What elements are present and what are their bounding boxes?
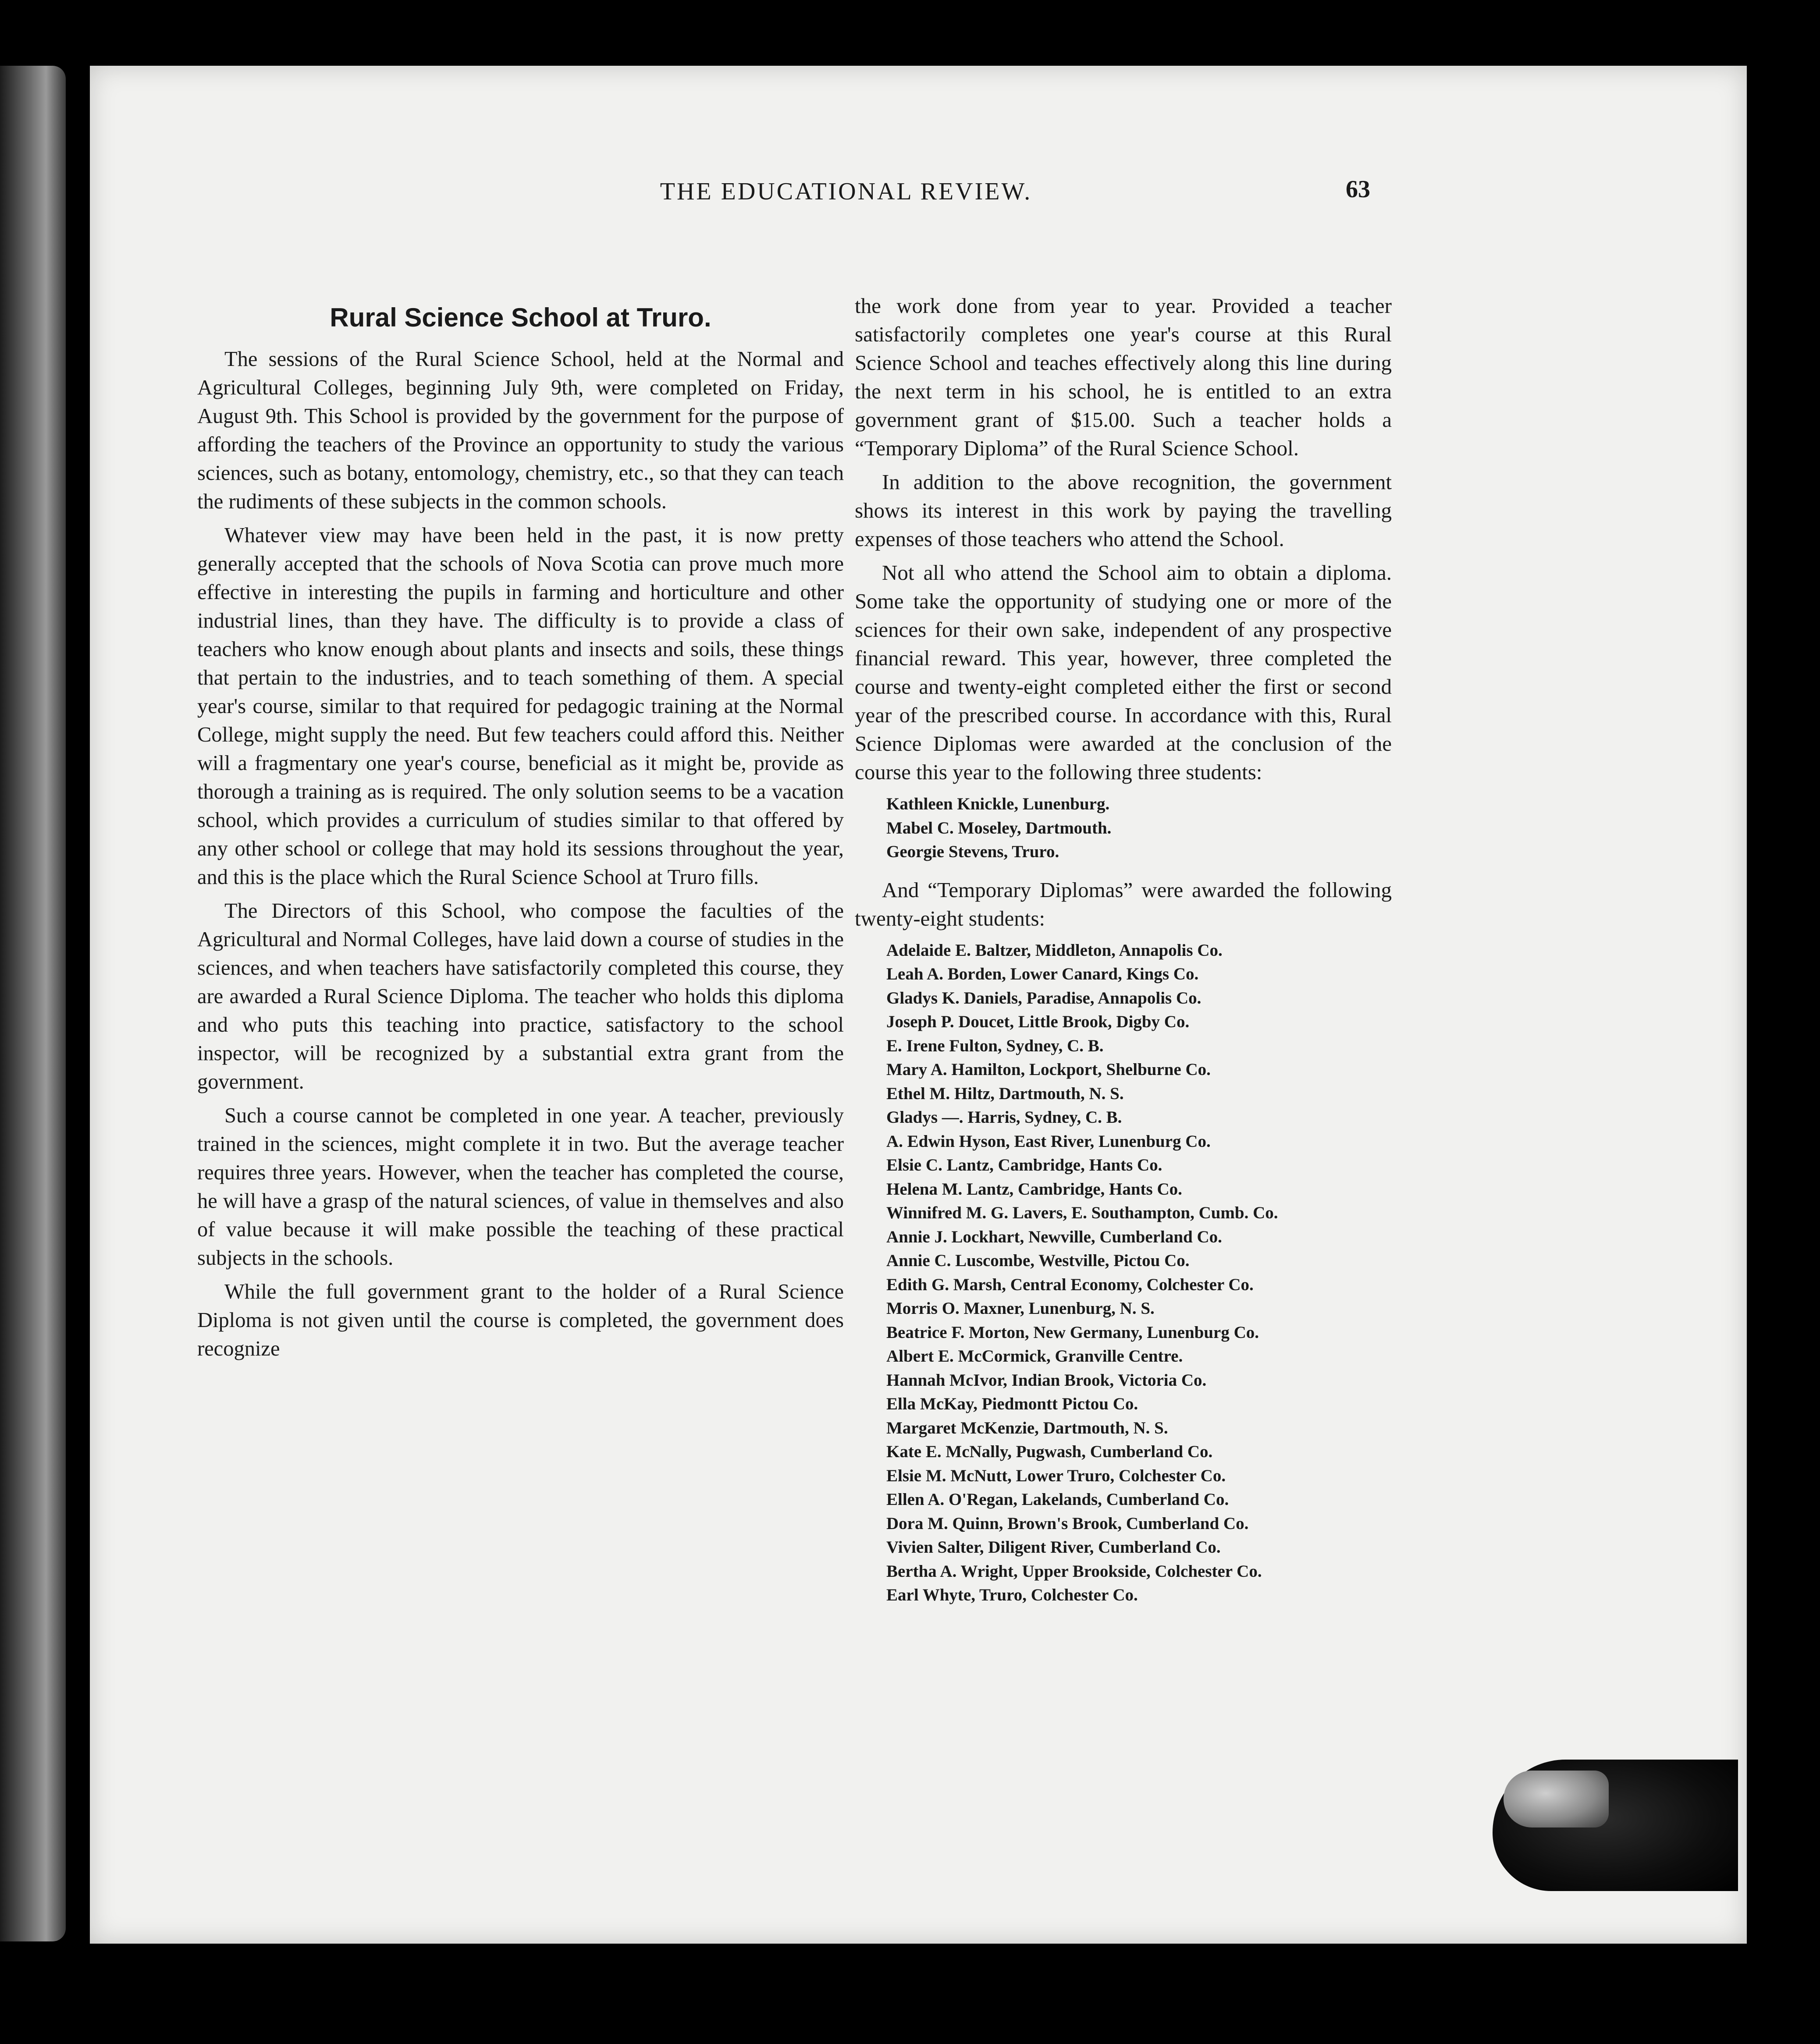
list-item: Annie J. Lockhart, Newville, Cumberland Co. bbox=[886, 1227, 1222, 1246]
paragraph: Whatever view may have been held in the past, it is now pretty generally accepted that the schools of Nova Scotia can prove much more effective in interesting the pupils in farming and horticulture and other industrial lines, than they have. The difficulty is to provide a class of teachers who know enough about plants and insects and soils, these things that pertain to the industries, and to teach something of them. A special year's course, similar to that required for pedagogic training at the Normal College, might supply the need. But few teachers could afford this. Neither will a fragmentary one year's course, beneficial as it might be, provide as thorough a training as is required. The only solution seems to be a vacation school, which provides a curriculum of studies similar to that offered by any other school or college that may hold its sessions throughout the year, and this is the place which the Rural Science School at Truro fills. bbox=[197, 524, 844, 889]
paragraph: The sessions of the Rural Science School, held at the Normal and Agricultural Colleges, beginning July 9th, were completed on Friday, August 9th. This School is provided by the government for the purpose of affording the teachers of the Province an opportunity to study the various sciences, such as botany, entomology, chemistry, etc., so that they can teach the rudiments of these subjects in the common schools. bbox=[197, 348, 844, 513]
list-item: Dora M. Quinn, Brown's Brook, Cumberland Co. bbox=[886, 1514, 1249, 1533]
left-column bbox=[197, 302, 844, 1368]
list-item: Edith G. Marsh, Central Economy, Colchester Co. bbox=[886, 1275, 1254, 1294]
list-item: Adelaide E. Baltzer, Middleton, Annapolis Co. bbox=[886, 940, 1223, 960]
list-item: Winnifred M. G. Lavers, E. Southampton, Cumb. Co. bbox=[886, 1203, 1278, 1222]
paragraph: The Directors of this School, who compose the faculties of the Agricultural and Normal Colleges, have laid down a course of studies in the sciences, and when teachers have satisfactorily completed this course, they are awarded a Rural Science Diploma. The teacher who holds this diploma and who puts this teaching into practice, satisfactory to the school inspector, will be recognized by a substantial extra grant from the government. bbox=[197, 899, 844, 1093]
list-item: Margaret McKenzie, Dartmouth, N. S. bbox=[886, 1418, 1168, 1437]
running-header: THE EDUCATIONAL REVIEW. bbox=[660, 178, 1032, 205]
list-item: E. Irene Fulton, Sydney, C. B. bbox=[886, 1036, 1104, 1055]
list-item: Gladys K. Daniels, Paradise, Annapolis Co. bbox=[886, 988, 1201, 1008]
temporary-diploma-list bbox=[886, 939, 1392, 1608]
list-item: Albert E. McCormick, Granville Centre. bbox=[886, 1347, 1183, 1366]
list-item: Annie C. Luscombe, Westville, Pictou Co. bbox=[886, 1251, 1190, 1270]
list-item: A. Edwin Hyson, East River, Lunenburg Co. bbox=[886, 1132, 1211, 1151]
scanner-thumbnail-highlight bbox=[1504, 1771, 1609, 1828]
list-item: Georgie Stevens, Truro. bbox=[886, 842, 1059, 861]
list-item: Gladys —. Harris, Sydney, C. B. bbox=[886, 1108, 1122, 1127]
adjacent-page-edge bbox=[0, 66, 66, 1941]
list-item: Ella McKay, Piedmontt Pictou Co. bbox=[886, 1395, 1138, 1413]
page-number: 63 bbox=[1346, 176, 1370, 203]
list-item: Morris O. Maxner, Lunenburg, N. S. bbox=[886, 1299, 1155, 1318]
paragraph: While the full government grant to the holder of a Rural Science Diploma is not given until the course is completed, the government does recognize bbox=[197, 1280, 844, 1360]
list-item: Beatrice F. Morton, New Germany, Lunenburg Co. bbox=[886, 1323, 1259, 1342]
list-item: Leah A. Borden, Lower Canard, Kings Co. bbox=[886, 965, 1199, 983]
paragraph: In addition to the above recognition, the government shows its interest in this work by paying the travelling expenses of those teachers who attend the School. bbox=[855, 470, 1392, 551]
list-item: Mary A. Hamilton, Lockport, Shelburne Co. bbox=[886, 1060, 1211, 1079]
right-column bbox=[855, 291, 1392, 1619]
paragraph: And “Temporary Diplomas” were awarded the following twenty-eight students: bbox=[855, 877, 1392, 930]
list-item: Kate E. McNally, Pugwash, Cumberland Co. bbox=[886, 1442, 1213, 1461]
list-item: Elsie M. McNutt, Lower Truro, Colchester Co. bbox=[886, 1466, 1226, 1485]
article-title: Rural Science School at Truro. bbox=[330, 303, 711, 332]
list-item: Earl Whyte, Truro, Colchester Co. bbox=[886, 1586, 1138, 1604]
list-item: Elsie C. Lantz, Cambridge, Hants Co. bbox=[886, 1156, 1162, 1175]
list-item: Ellen A. O'Regan, Lakelands, Cumberland Co. bbox=[886, 1490, 1229, 1509]
diploma-recipient-list bbox=[886, 792, 1392, 864]
paragraph: Not all who attend the School aim to obtain a diploma. Some take the opportunity of studying one or more of the sciences for their own sake, independent of any prospective financial reward. This year, however, three completed the course and twenty-eight completed either the first or second year of the prescribed course. In accordance with this, Rural Science Diplomas were awarded at the conclusion of the course this year to the following three students: bbox=[855, 561, 1392, 784]
list-item: Ethel M. Hiltz, Dartmouth, N. S. bbox=[886, 1084, 1124, 1103]
list-item: Bertha A. Wright, Upper Brookside, Colchester Co. bbox=[886, 1561, 1262, 1581]
paragraph: Such a course cannot be completed in one year. A teacher, previously trained in the sciences, might complete it in two. But the average teacher requires three years. However, when the teacher has completed the course, he will have a grasp of the natural sciences, of value in themselves and also of value because it will make possible the teaching of these practical subjects in the schools. bbox=[197, 1104, 844, 1270]
list-item: Mabel C. Moseley, Dartmouth. bbox=[886, 818, 1112, 837]
list-item: Helena M. Lantz, Cambridge, Hants Co. bbox=[886, 1179, 1182, 1199]
list-item: Joseph P. Doucet, Little Brook, Digby Co. bbox=[886, 1012, 1190, 1031]
paragraph: the work done from year to year. Provided a teacher satisfactorily completes one year's course at this Rural Science School and teaches effectively along this line during the next term in his school, he is entitled to an extra government grant of $15.00. Such a teacher holds a “Temporary Diploma” of the Rural Science School. bbox=[855, 294, 1392, 460]
list-item: Vivien Salter, Diligent River, Cumberland Co. bbox=[886, 1538, 1221, 1557]
list-item: Hannah McIvor, Indian Brook, Victoria Co. bbox=[886, 1370, 1207, 1390]
list-item: Kathleen Knickle, Lunenburg. bbox=[886, 795, 1110, 813]
